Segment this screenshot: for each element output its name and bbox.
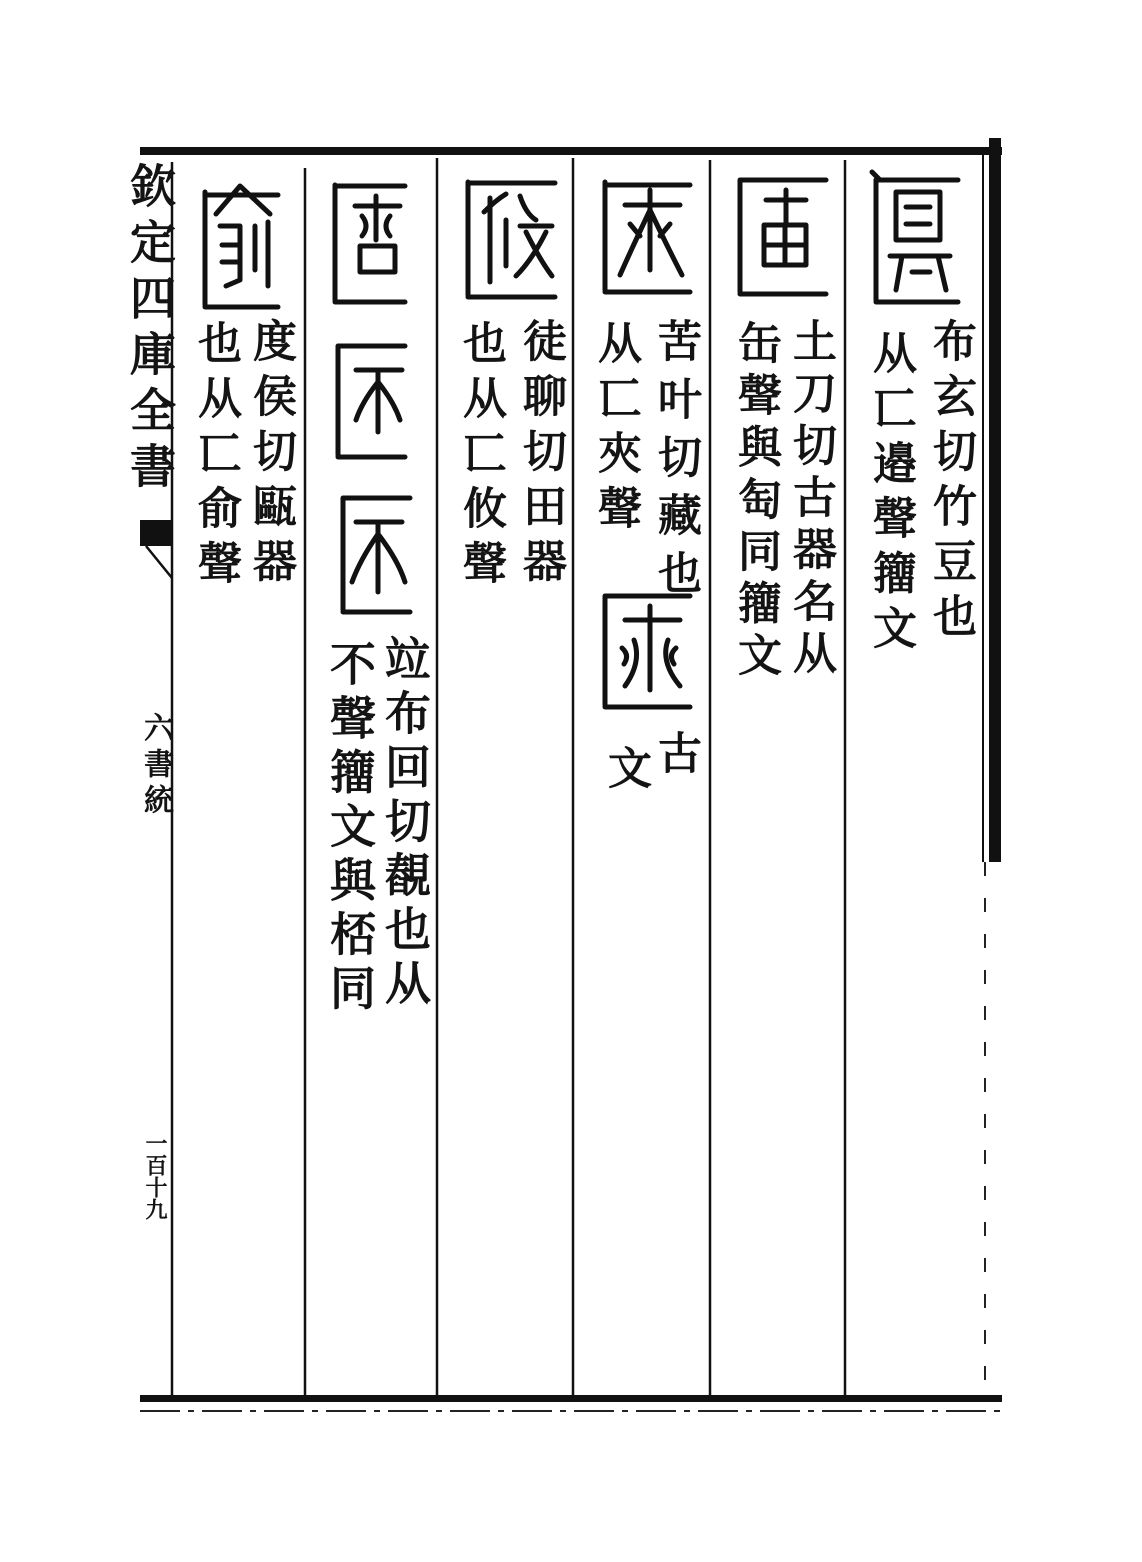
entry-3-variant-right: 古: [650, 730, 701, 774]
entry-5-left-line: 不聲籒文與桮同: [323, 640, 377, 1018]
entry-3-left-line: 从匸夾聲: [590, 320, 641, 540]
seal-glyph-col3-ancient: [605, 596, 690, 707]
entry-6-right-line: 度侯切甌器: [245, 318, 296, 593]
entry-6-left-line: 也从匸俞聲: [190, 320, 241, 595]
entry-5-right-line: 竝布回切䚎也从: [378, 635, 432, 1013]
seal-glyph-col3: [605, 182, 690, 292]
entry-2-right-line: 土刀切古器名从: [785, 318, 836, 682]
entry-3-right-line: 苦叶切藏也: [650, 318, 701, 608]
margin-title-clip: [123, 158, 177, 503]
fish-tail-diagonal: [146, 546, 172, 578]
top-border: [140, 147, 1002, 155]
bottom-border: [140, 1395, 1002, 1402]
entry-4-right-line: 徒聊切田器: [515, 318, 566, 593]
fish-tail-mark: [140, 520, 172, 546]
entry-1-right-line: 布玄切竹豆也: [925, 318, 976, 648]
entry-3-variant-left: 文: [600, 745, 651, 789]
seal-glyph-col1: [872, 172, 958, 302]
seal-glyph-col4: [468, 182, 555, 297]
right-border: [989, 138, 1001, 862]
seal-glyph-col2: [740, 180, 826, 294]
seal-glyph-col5-c: [343, 498, 410, 612]
entry-4-left-line: 也从匸攸聲: [455, 320, 506, 595]
seal-glyph-col5-a: [335, 185, 405, 302]
entry-2-left-line: 缶聲與匋同籒文: [730, 320, 781, 684]
seal-glyph-col5-b: [338, 346, 405, 457]
section-title: 六書統: [138, 712, 173, 820]
page-number: 一百十九: [142, 1132, 168, 1220]
entry-1-left-line: 从匸邉聲籒文: [865, 330, 916, 660]
book-title: 欽定四庫全書: [123, 162, 177, 498]
seal-glyph-col6: [205, 186, 278, 307]
